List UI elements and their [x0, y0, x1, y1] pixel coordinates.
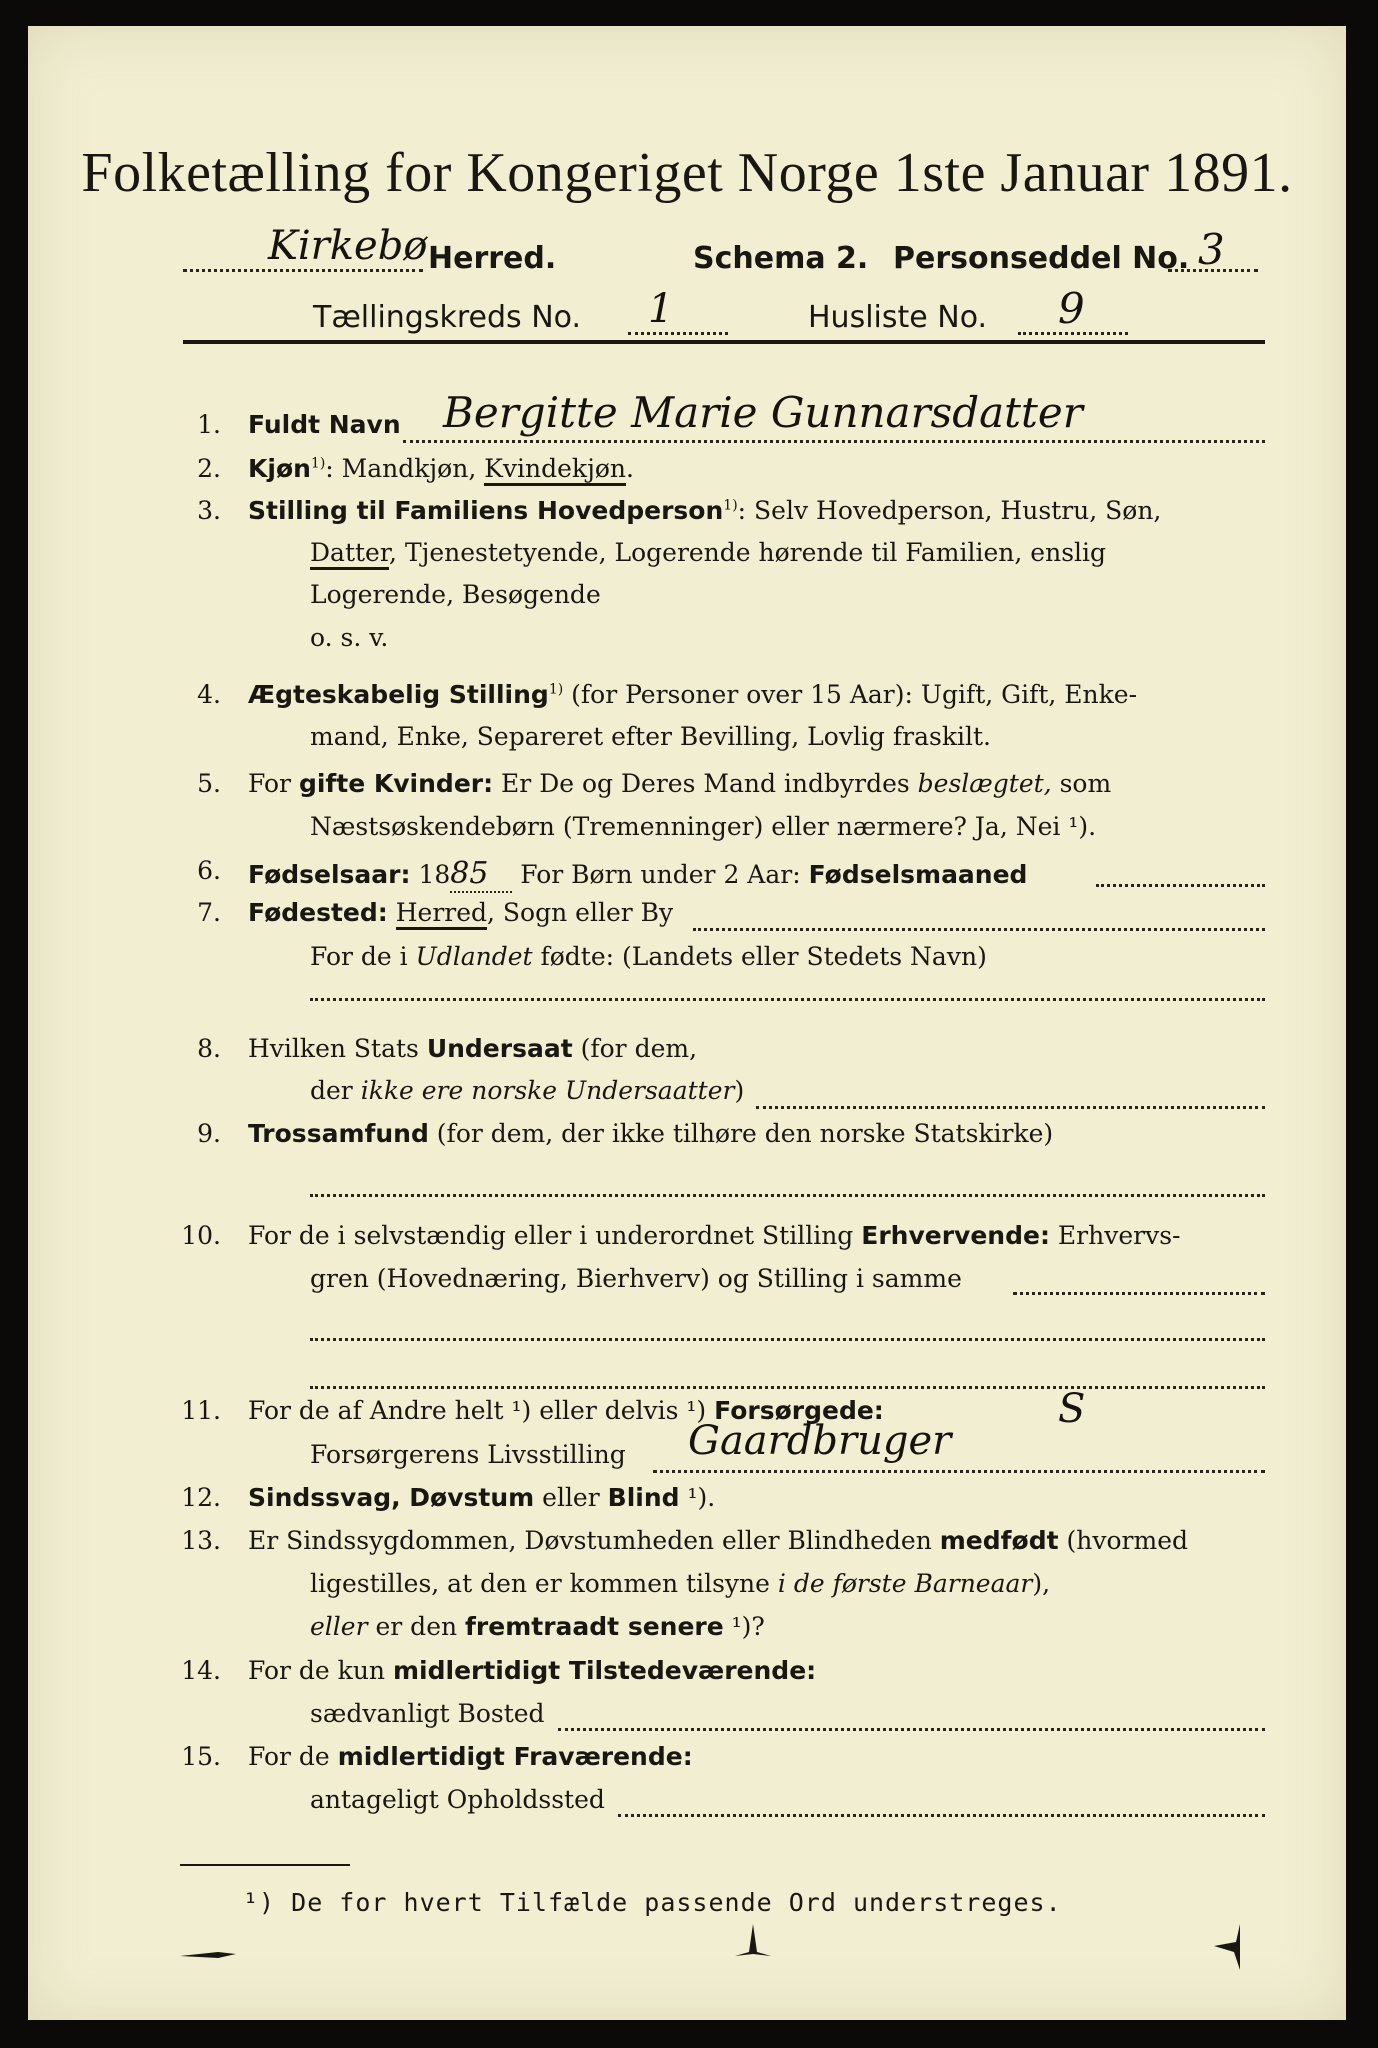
item-label: Fødselsmaaned: [808, 860, 1028, 889]
form-title: Folketælling for Kongeriget Norge 1ste Januar 1891.: [81, 142, 1293, 204]
item-number: 9.: [197, 1119, 221, 1148]
registration-mark-icon: [178, 1938, 238, 1968]
item-label: Undersaat: [426, 1034, 573, 1063]
footnote: ¹) De for hvert Tilfælde passende Ord understreges.: [243, 1888, 1062, 1917]
item-text: Forsørgerens Livsstilling: [310, 1440, 626, 1469]
item-text: eller: [534, 1483, 608, 1512]
item-14: [248, 1656, 816, 1685]
item-text: (for dem,: [572, 1034, 698, 1063]
item-text: Er De og Deres Mand indbyrdes: [493, 769, 918, 798]
item-text: .: [625, 454, 634, 483]
item-number: 4.: [197, 680, 221, 709]
selected-option: Kvindekjøn: [484, 454, 626, 486]
header-rule: [183, 340, 1265, 344]
item-text: ligestilles, at den er kommen tilsyne: [310, 1569, 778, 1598]
registration-mark-icon: [1210, 1922, 1250, 1972]
full-name-value: Bergitte Marie Gunnarsdatter: [443, 388, 1083, 437]
item-text: (hvormed: [1058, 1526, 1188, 1555]
item-text: i de første Barneaar: [777, 1569, 1033, 1598]
item-text: , Tjenestetyende, Logerende hørende til Familien, enslig: [389, 538, 1107, 567]
herred-value: Kirkebø: [268, 223, 428, 269]
census-form: [28, 26, 1346, 2020]
item-text: Udlandet: [415, 942, 533, 971]
item-text: For Børn under 2 Aar:: [512, 860, 809, 889]
item-text: For de i selvstændig eller i underordnet Stilling: [248, 1221, 862, 1250]
item-number: 13.: [181, 1526, 221, 1555]
item-number: 15.: [181, 1742, 221, 1771]
item-text: der: [310, 1076, 361, 1105]
item-text: 18: [410, 860, 451, 889]
selected-option: Herred: [396, 898, 487, 930]
item-label: gifte Kvinder:: [298, 769, 494, 798]
item-number: 14.: [181, 1656, 221, 1685]
item-4: [248, 680, 1137, 709]
item-text: ¹)?: [723, 1612, 765, 1641]
taellingskreds-label: Tællingskreds No.: [313, 300, 581, 335]
item-text: For de: [248, 1742, 338, 1771]
item-7: [248, 898, 673, 927]
item-number: 7.: [197, 898, 221, 927]
personseddel-label: Personseddel No.: [893, 241, 1190, 276]
item-label: Stilling til Familiens Hovedperson: [248, 496, 724, 525]
item-9: [248, 1119, 1053, 1148]
item-number: 8.: [197, 1034, 221, 1063]
item-label: midlertidigt Fraværende:: [337, 1742, 693, 1771]
item-text: som: [1051, 769, 1112, 798]
item-number: 6.: [197, 856, 221, 885]
item-text: beslægtet,: [917, 769, 1052, 798]
item-text: o. s. v.: [310, 623, 389, 652]
item-number: 1.: [197, 410, 221, 439]
item-text: antageligt Opholdssted: [310, 1785, 605, 1814]
item-label: Fødselsaar:: [248, 860, 411, 889]
item-text: For de kun: [248, 1656, 393, 1685]
item-text: gren (Hovednæring, Bierhverv) og Stilling i samme: [310, 1264, 962, 1293]
item-8: [248, 1034, 697, 1063]
item-number: 3.: [197, 496, 221, 525]
item-text: er den: [367, 1612, 466, 1641]
taellingskreds-value: 1: [648, 286, 674, 332]
item-text: ): [734, 1076, 745, 1105]
item-text: : Mandkjøn,: [325, 454, 485, 483]
item-13-line3: [310, 1612, 765, 1641]
footnote-rule: [180, 1864, 350, 1866]
item-6: [248, 856, 1027, 893]
herred-line: [183, 223, 1263, 281]
item-number: 10.: [181, 1221, 221, 1250]
item-text: Erhvervs-: [1049, 1221, 1181, 1250]
item-1: [248, 410, 401, 439]
item-13: [248, 1526, 1188, 1555]
item-number: 12.: [181, 1483, 221, 1512]
item-text: Næstsøskendebørn (Tremenninger) eller nærmere? Ja, Nei ¹).: [310, 812, 1097, 841]
item-label: Ægteskabelig Stilling: [248, 680, 549, 709]
item-3: [248, 496, 1161, 525]
footnote-ref: 1): [310, 455, 326, 472]
item-3-line2: [310, 538, 1106, 567]
item-text: : Selv Hovedperson, Hustru, Søn,: [737, 496, 1162, 525]
item-text: Hvilken Stats: [248, 1034, 427, 1063]
provider-mark: S: [1058, 1386, 1086, 1432]
item-label: Sindssvag, Døvstum: [248, 1483, 535, 1512]
item-label: medfødt: [939, 1526, 1059, 1555]
item-label: fremtraadt senere: [465, 1612, 724, 1641]
item-text: Er Sindssygdommen, Døvstumheden eller Blindheden: [248, 1526, 940, 1555]
registration-mark-icon: [733, 1922, 773, 1962]
item-text: For de i: [310, 942, 416, 971]
husliste-value: 9: [1058, 284, 1085, 333]
birth-year-value: 85: [450, 856, 512, 893]
husliste-label: Husliste No.: [808, 300, 988, 335]
item-text: eller: [310, 1612, 368, 1641]
item-label: Trossamfund: [248, 1119, 429, 1148]
personseddel-value: 3: [1198, 225, 1225, 274]
item-text: fødte: (Landets eller Stedets Navn): [532, 942, 987, 971]
item-text: ¹).: [679, 1483, 716, 1512]
herred-label: Herred.: [428, 241, 557, 276]
item-7-line2: [310, 942, 987, 971]
footnote-ref: 1): [548, 681, 564, 698]
item-label: Forsørgede:: [714, 1396, 884, 1425]
item-10: [248, 1221, 1180, 1250]
kreds-line: [313, 284, 1133, 338]
item-15: [248, 1742, 693, 1771]
item-label: Blind: [607, 1483, 680, 1512]
schema-label: Schema 2.: [693, 241, 869, 276]
item-label: Fuldt Navn: [248, 410, 401, 439]
item-12: [248, 1483, 715, 1512]
item-label: midlertidigt Tilstedeværende:: [392, 1656, 817, 1685]
item-text: Logerende, Besøgende: [310, 580, 601, 609]
item-2: [248, 454, 634, 483]
item-text: For de af Andre helt ¹) eller delvis ¹): [248, 1396, 715, 1425]
provider-occupation-value: Gaardbruger: [688, 1418, 952, 1464]
item-label: Fødested:: [248, 898, 388, 927]
item-text: , Sogn eller By: [487, 898, 674, 927]
item-8-line2: [310, 1076, 744, 1105]
item-5: [248, 769, 1111, 798]
item-text: ikke ere norske Undersaatter: [360, 1076, 735, 1105]
item-label: Erhvervende:: [861, 1221, 1050, 1250]
item-text: mand, Enke, Separeret efter Bevilling, Lovlig fraskilt.: [310, 722, 991, 751]
item-text: For: [248, 769, 299, 798]
item-number: 2.: [197, 454, 221, 483]
item-label: Kjøn: [248, 454, 311, 483]
item-text: (for dem, der ikke tilhøre den norske Statskirke): [428, 1119, 1054, 1148]
item-number: 11.: [181, 1396, 221, 1425]
footnote-ref: 1): [723, 497, 738, 514]
item-text: ),: [1032, 1569, 1051, 1598]
item-text: (for Personer over 15 Aar): Ugift, Gift, Enke-: [563, 680, 1138, 709]
selected-option: Datter: [310, 538, 389, 570]
item-number: 5.: [197, 769, 221, 798]
item-text: sædvanligt Bosted: [310, 1699, 545, 1728]
item-13-line2: [310, 1569, 1050, 1598]
